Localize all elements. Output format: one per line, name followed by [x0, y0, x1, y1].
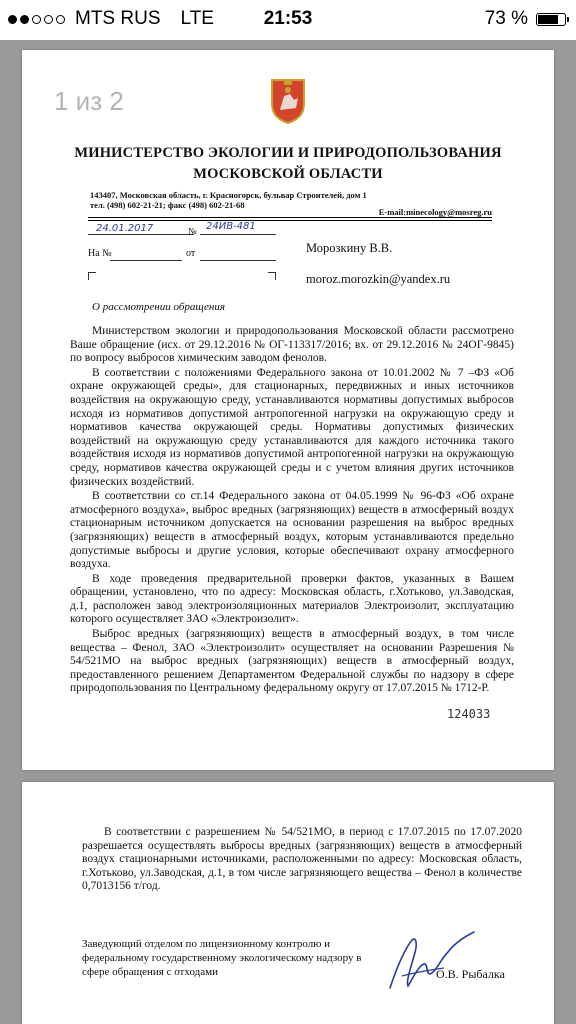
clock: 21:53 — [263, 8, 313, 29]
outgoing-date: 24.01.2017 — [96, 223, 154, 234]
recipient-name: Морозкину В.В. — [306, 241, 393, 255]
signature-icon — [382, 930, 482, 996]
number-underline — [200, 234, 276, 235]
subject-line: О рассмотрении обращения — [92, 301, 225, 313]
body-paragraph: В ходе проведения предварительной проверки фактов, указанных в Вашем обращении, установлено, что по адресу: Московская область, г.Хотьково, ул.Заводская, д.1, расположен завод электроизоляционных материалов Электроизолит, эксплуатацию которого осуществляет ЗАО «Электроизолит». — [70, 572, 514, 626]
document-page-1[interactable] — [22, 50, 554, 770]
status-bar — [0, 0, 576, 40]
page2-body — [82, 826, 522, 894]
body-paragraph: В соответствии с положениями Федерального закона от 10.01.2002 № 7 –ФЗ «Об охране окружающей среды», для стационарных, передвижных и иных источников воздействия на окружающую среду, устанавливаются нормативы допустимых выбросов исходя из нормативов допустимой антропогенной нагрузки на окружающую среду и нормативов качества окружающей среды. Нормативы допустимых физических воздействий на окружающую среду устанавливаются для каждого источника такого воздействия исходя из нормативов допустимой антропогенной нагрузки на окружающую среду, нормативов качества окружающей среды и с учетом влияния других источников физических воздействий. — [70, 366, 514, 488]
document-page-2[interactable] — [22, 782, 554, 1024]
reference-date-line — [200, 260, 276, 261]
recipient-email: moroz.morozkin@yandex.ru — [306, 272, 451, 286]
reference-number-line — [110, 260, 182, 261]
moscow-oblast-emblem-icon — [270, 78, 306, 124]
ministry-title-line2: МОСКОВСКОЙ ОБЛАСТИ — [193, 166, 383, 182]
letter-body — [70, 325, 514, 697]
page-indicator: 1 из 2 — [54, 86, 124, 116]
reference-date-label: от — [186, 248, 196, 259]
battery-percent: 73 % — [484, 8, 528, 29]
ministry-title — [22, 143, 554, 185]
battery-icon — [536, 13, 566, 26]
letterhead-rule-thin — [88, 220, 492, 221]
phone-fax-line: тел. (498) 602-21-21; факс (498) 602-21-68 — [90, 200, 245, 210]
letterhead-rule — [88, 217, 492, 218]
body-paragraph: В соответствии с разрешением № 54/521МО, в период с 17.07.2015 по 17.07.2020 разрешается осуществлять выбросы вредных (загрязняющих) веществ в атмосферный воздух стационарными источниками, расположенными по адресу: Московская область, г.Хотьково, ул.Заводская, д.1, в том числе загрязняющего вещества – Фенол в количестве 0,7013156 т/год. — [82, 826, 522, 893]
outgoing-number: 24ИВ-481 — [206, 221, 256, 232]
letterhead-address — [90, 190, 367, 210]
stamp-number: 124033 — [447, 707, 491, 721]
body-paragraph: В соответствии со ст.14 Федерального закона от 04.05.1999 № 96-ФЗ «Об охране атмосферного воздуха», выброс вредных (загрязняющих) веществ в атмосферный воздух стационарным источником допускается на основании разрешения на выброс вредных (загрязняющих) веществ в атмосферный воздух, которым устанавливаются предельно допустимые выбросы и другие условия, которые обеспечивают охрану атмосферного воздуха. — [70, 490, 514, 571]
signer-title: Заведующий отделом по лицензионному контролю и федеральному государственному экологическому надзору в сфере обращения с отходами — [82, 938, 362, 978]
signer-name: О.В. Рыбалка — [436, 967, 505, 981]
outgoing-number-label: № — [188, 226, 197, 236]
address-line: 143407, Московская область, г. Красногорск, бульвар Строителей, дом 1 — [90, 190, 367, 200]
reference-number-label: На № — [88, 248, 112, 259]
date-underline — [88, 234, 194, 235]
ministry-email: E-mail:minecology@mosreg.ru — [378, 207, 492, 217]
corner-mark — [268, 272, 276, 280]
carrier-name: MTS RUS — [75, 8, 161, 29]
corner-mark — [88, 272, 96, 280]
status-right — [485, 8, 566, 30]
body-paragraph: Министерством экологии и природопользования Московской области рассмотрено Ваше обращение (исх. от 29.12.2016 № ОГ-113317/2016; вх. от 29.12.2016 № 24ОГ-9845) по вопросу выбросов химическим заводом фенолов. — [70, 325, 514, 365]
network-type: LTE — [180, 8, 214, 29]
ministry-title-line1: МИНИСТЕРСТВО ЭКОЛОГИИ И ПРИРОДОПОЛЬЗОВАНИЯ — [74, 145, 502, 161]
body-paragraph: Выброс вредных (загрязняющих) веществ в атмосферный воздух, в том числе вещества – Фенол, ЗАО «Электроизолит» осуществляет на основании Разрешения № 54/521МО на выброс вредных (загрязняющих) веществ в атмосферный воздух, предоставленного решением Департаментом Федеральной службы по надзору в сфере природопользования по Центральному федеральному округу от 17.07.2015 № 1712-Р. — [70, 628, 514, 695]
